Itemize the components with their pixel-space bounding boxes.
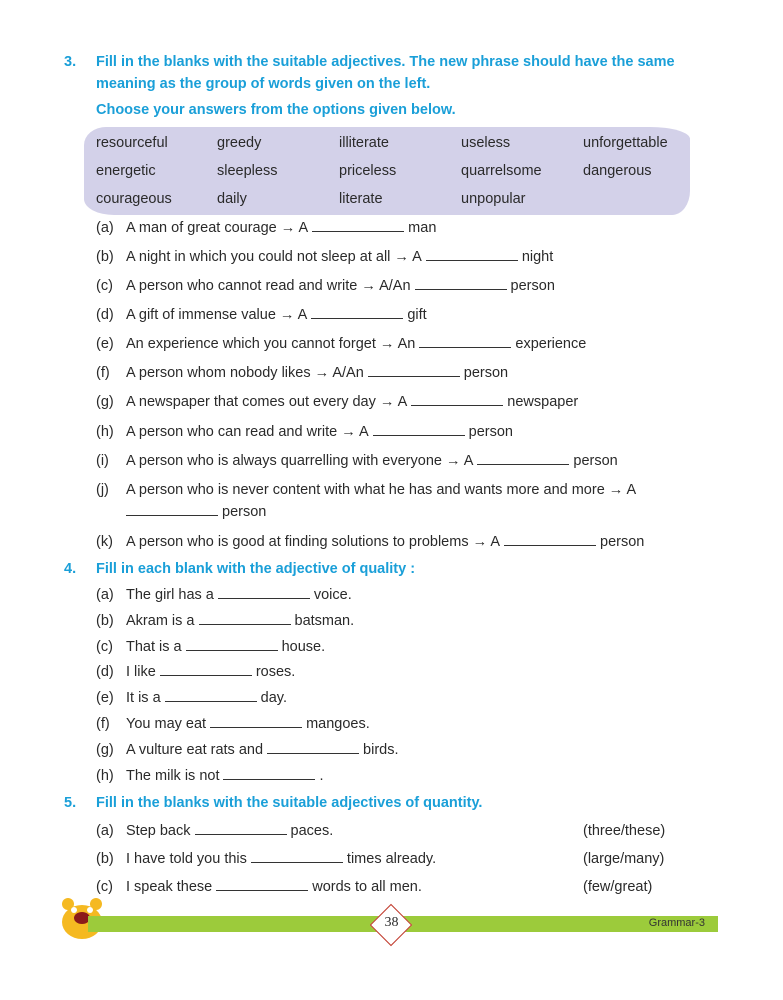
item-text: A night in which you could not sleep at all → A	[126, 249, 422, 265]
answer-blank[interactable]	[210, 715, 302, 728]
answer-blank[interactable]	[411, 393, 503, 406]
option-word: quarrelsome	[461, 163, 542, 179]
item-label: (f)	[96, 365, 110, 381]
item-text: A man of great courage → A	[126, 220, 309, 236]
item-hint: (three/these)	[583, 823, 666, 839]
answer-blank[interactable]	[504, 533, 596, 546]
q5-heading-text: Fill in the blanks with the suitable adjectives of quantity.	[96, 795, 483, 811]
option-word: sleepless	[217, 163, 278, 179]
item-text-after: roses.	[255, 664, 296, 680]
answer-blank[interactable]	[218, 586, 310, 599]
item-hint: (few/great)	[583, 879, 653, 895]
item-label: (b)	[96, 851, 114, 867]
option-word: dangerous	[583, 163, 652, 179]
item-text-after: paces.	[290, 823, 334, 839]
item-hint: (large/many)	[583, 851, 665, 867]
item-text: Step back	[126, 823, 191, 839]
item-text: A person who can read and write → A	[126, 424, 369, 440]
item-text-after: birds.	[363, 742, 399, 758]
answer-blank[interactable]	[368, 364, 460, 377]
item-label: (h)	[96, 424, 114, 440]
item-label: (b)	[96, 249, 114, 265]
item-label: (d)	[96, 307, 114, 323]
item-text-after: day.	[260, 690, 287, 706]
option-word: useless	[461, 135, 511, 151]
answer-blank[interactable]	[312, 219, 404, 232]
item-text: It is a	[126, 690, 161, 706]
answer-blank[interactable]	[311, 306, 403, 319]
page-number: 38	[384, 915, 399, 930]
item-text: A person who is never content with what he has and wants more and more → A	[126, 482, 637, 498]
item-label: (a)	[96, 587, 114, 603]
item-label: (h)	[96, 768, 114, 784]
item-text: Akram is a	[126, 613, 195, 629]
answer-blank[interactable]	[223, 767, 315, 780]
item-text: The girl has a	[126, 587, 214, 603]
item-text: An experience which you cannot forget → An	[126, 336, 416, 352]
q3-number: 3.	[64, 54, 77, 70]
item-text-after: man	[408, 220, 437, 236]
answer-blank[interactable]	[373, 423, 465, 436]
item-label: (j)	[96, 482, 109, 498]
option-word: greedy	[217, 135, 262, 151]
item-label: (f)	[96, 716, 110, 732]
option-word: resourceful	[96, 135, 168, 151]
answer-blank[interactable]	[419, 335, 511, 348]
option-word: unpopular	[461, 191, 526, 207]
item-label: (c)	[96, 639, 113, 655]
answer-blank[interactable]	[267, 741, 359, 754]
item-text: That is a	[126, 639, 182, 655]
answer-blank[interactable]	[160, 663, 252, 676]
item-label: (i)	[96, 453, 109, 469]
item-label: (e)	[96, 690, 114, 706]
item-text: A newspaper that comes out every day → A	[126, 394, 408, 410]
item-text: A person who is always quarrelling with everyone → A	[126, 453, 474, 469]
item-label: (k)	[96, 534, 113, 550]
item-text-after: voice.	[313, 587, 352, 603]
item-text-after: words to all men.	[312, 879, 422, 895]
item-text: A gift of immense value → A	[126, 307, 308, 323]
q5-number: 5.	[64, 795, 77, 811]
item-text: A vulture eat rats and	[126, 742, 264, 758]
item-label: (a)	[96, 823, 114, 839]
item-text-after: person	[510, 278, 555, 294]
item-text-after: house.	[281, 639, 326, 655]
answer-blank[interactable]	[126, 503, 218, 516]
option-word: illiterate	[339, 135, 389, 151]
item-label: (e)	[96, 336, 114, 352]
option-word: energetic	[96, 163, 156, 179]
answer-blank[interactable]	[477, 452, 569, 465]
answer-blank[interactable]	[165, 689, 257, 702]
answer-blank[interactable]	[426, 248, 518, 261]
item-text: The milk is not	[126, 768, 220, 784]
item-text-after: .	[319, 768, 324, 784]
q4-heading-text: Fill in each blank with the adjective of quality :	[96, 561, 416, 577]
item-text-after: newspaper	[507, 394, 579, 410]
item-text-after: person	[468, 424, 513, 440]
option-word: literate	[339, 191, 383, 207]
item-label: (a)	[96, 220, 114, 236]
item-text: You may eat	[126, 716, 207, 732]
option-word: courageous	[96, 191, 172, 207]
q4-number: 4.	[64, 561, 77, 577]
item-label: (c)	[96, 278, 113, 294]
item-text: A person whom nobody likes → A/An	[126, 365, 364, 381]
option-word: unforgettable	[583, 135, 668, 151]
item-text-after: night	[521, 249, 554, 265]
answer-blank[interactable]	[186, 638, 278, 651]
item-text-after: experience	[515, 336, 587, 352]
item-text-after: mangoes.	[306, 716, 370, 732]
q3-heading-line3: Choose your answers from the options given below.	[96, 102, 456, 118]
q3-heading-line2: meaning as the group of words given on the left.	[96, 76, 431, 92]
item-text: I like	[126, 664, 156, 680]
item-text-after: person	[222, 504, 267, 520]
item-text-after: person	[600, 534, 645, 550]
answer-blank[interactable]	[199, 612, 291, 625]
answer-blank[interactable]	[415, 277, 507, 290]
item-text: A person who cannot read and write → A/An	[126, 278, 411, 294]
item-text-after: person	[463, 365, 509, 381]
item-text: I have told you this	[126, 851, 247, 867]
book-title: Grammar-3	[648, 917, 705, 929]
item-label: (b)	[96, 613, 114, 629]
item-text-after: times already.	[346, 851, 437, 867]
item-text-after: person	[573, 453, 618, 469]
item-text-after: batsman.	[294, 613, 355, 629]
item-text-after: gift	[407, 307, 427, 323]
item-label: (c)	[96, 879, 113, 895]
item-text: I speak these	[126, 879, 213, 895]
option-word: priceless	[339, 163, 397, 179]
answer-blank[interactable]	[195, 822, 287, 835]
answer-blank[interactable]	[251, 850, 343, 863]
item-label: (g)	[96, 394, 114, 410]
item-text: A person who is good at finding solutions to problems → A	[126, 534, 500, 550]
answer-blank[interactable]	[216, 878, 308, 891]
option-word: daily	[217, 191, 247, 207]
item-label: (d)	[96, 664, 114, 680]
item-label: (g)	[96, 742, 114, 758]
q3-heading-line1: Fill in the blanks with the suitable adjectives. The new phrase should have the same	[96, 54, 675, 70]
